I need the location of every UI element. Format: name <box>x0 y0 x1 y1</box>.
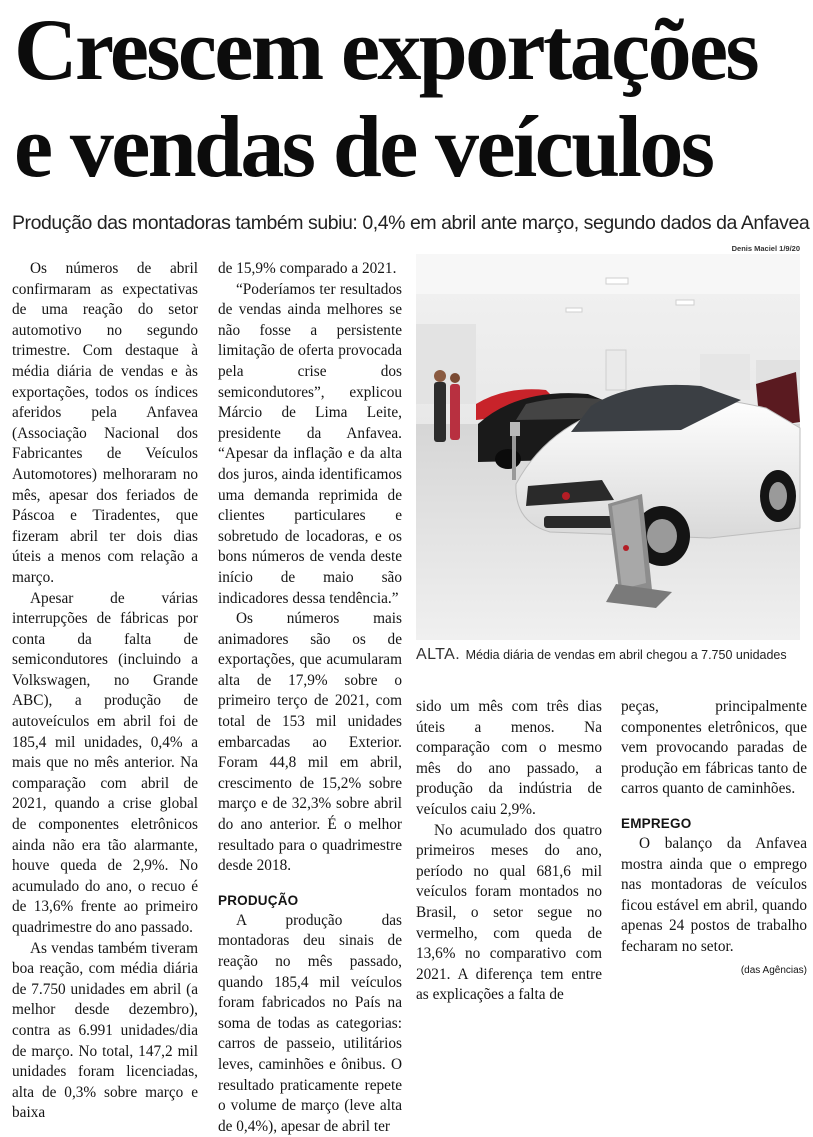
section-heading-producao: PRODUÇÃO <box>218 892 299 908</box>
article-paragraph: Os números de abril confirmaram as expectativas de uma reação do setor automotivo no segundo trimestre. Com destaque à média diária de vendas e às exportações, todos os índices aferidos pela Anfavea (Associação Nacional dos Fabricantes de Veículos Automotores) melhoraram no mês, apesar dos feriados de Páscoa e Tiradentes, que fizeram abril ter dois dias úteis a menos com relação a março. <box>12 260 198 586</box>
article-paragraph: As vendas também tiveram boa reação, com média diária de 7.750 unidades em abril (a melhor desde dezembro), contra as 6.991 unidades/dia de março. No total, 147,2 mil unidades foram licenciadas, alta de 0,3% sobre março e baixa <box>12 939 198 1122</box>
article-paragraph: A produção das montadoras deu sinais de reação no mês passado, quando 185,4 mil veículos foram fabricados no País na soma de todas as categorias: carros de passeio, utilitários leves, caminhões e ônibus. O resultado praticamente repete o volume de março (leve alta de 0,4%), apesar de abril ter <box>218 911 402 1135</box>
headline-line-2: e vendas de veículos <box>14 99 713 196</box>
byline-agencies: (das Agências) <box>740 964 807 976</box>
article-column-1 <box>12 259 198 1124</box>
caption-text: Média diária de vendas em abril chegou a 7.750 unidades <box>465 648 787 662</box>
article-paragraph: Apesar de várias interrupções de fábricas por conta da falta de semicondutores (incluindo a Volkswagen, no Grande ABC), a produção de autoveículos em abril foi de 185,4 mil unidades, 0,4% a mais que no mês anterior. Na comparação com abril de 2021, quando a crise global de componentes eletrônicos ainda não era tão alarmante, houve queda de 2,9%. No acumulado do ano, o recuo é de 13,6% frente ao primeiro quadrimestre do ano passado. <box>12 589 198 936</box>
photo-caption <box>416 647 808 663</box>
section-heading-emprego: EMPREGO <box>621 815 692 831</box>
article-column-3 <box>416 697 602 1006</box>
article-paragraph: “Poderíamos ter resultados de vendas ainda melhores se não fosse a persistente limitação de oferta provocada pela crise dos semicondutores”, explicou Márcio de Lima Leite, presidente da Anfavea. “Apesar da inflação e da alta dos juros, ainda identificamos uma demanda reprimida de clientes particulares e sobretudo de locadoras, e os bons números de venda deste início de maio são indicadores dessa tendência.” <box>218 280 402 607</box>
headline <box>14 2 804 196</box>
article-paragraph: Os números mais animadores são os de exportações, que acumularam alta de 17,9% sobre o primeiro terço de 2021, com total de 153 mil unidades embarcadas ao Exterior. Foram 44,8 mil em abril, crescimento de 15,2% sobre março e de 32,3% sobre abril do ano anterior. É o melhor resultado para o quadrimestre desde 2018. <box>218 610 402 875</box>
article-paragraph: peças, principalmente componentes eletrônicos, que vem provocando paradas de produção em fábricas tanto de carros quanto de caminhões. <box>621 698 807 798</box>
photo-credit: Denis Maciel 1/9/20 <box>731 244 800 253</box>
article-column-2 <box>218 259 402 1137</box>
showroom-photo <box>416 254 800 640</box>
article-paragraph: O balanço da Anfavea mostra ainda que o emprego nas montadoras de veículos ficou estável em abril, quando apenas 24 postos de trabalho fecharam no setor. <box>621 834 807 955</box>
caption-tag: ALTA. <box>416 646 461 663</box>
article-paragraph: No acumulado dos quatro primeiros meses do ano, período no qual 681,6 mil veículos foram montados no Brasil, o setor segue no vermelho, com queda de 13,6% no comparativo com 2021. A diferença tem entre as explicações a falta de <box>416 821 602 1004</box>
car-showroom-illustration <box>416 254 800 640</box>
headline-line-1: Crescem exportações <box>14 2 758 99</box>
article-paragraph: sido um mês com três dias úteis a menos. Na comparação com o mesmo mês do ano passado, a produção da indústria de veículos caiu 2,9%. <box>416 698 602 818</box>
subheadline: Produção das montadoras também subiu: 0,4% em abril ante março, segundo dados da Anfavea <box>12 212 810 234</box>
article-column-4 <box>621 697 807 981</box>
article-paragraph: de 15,9% comparado a 2021. <box>218 260 397 277</box>
